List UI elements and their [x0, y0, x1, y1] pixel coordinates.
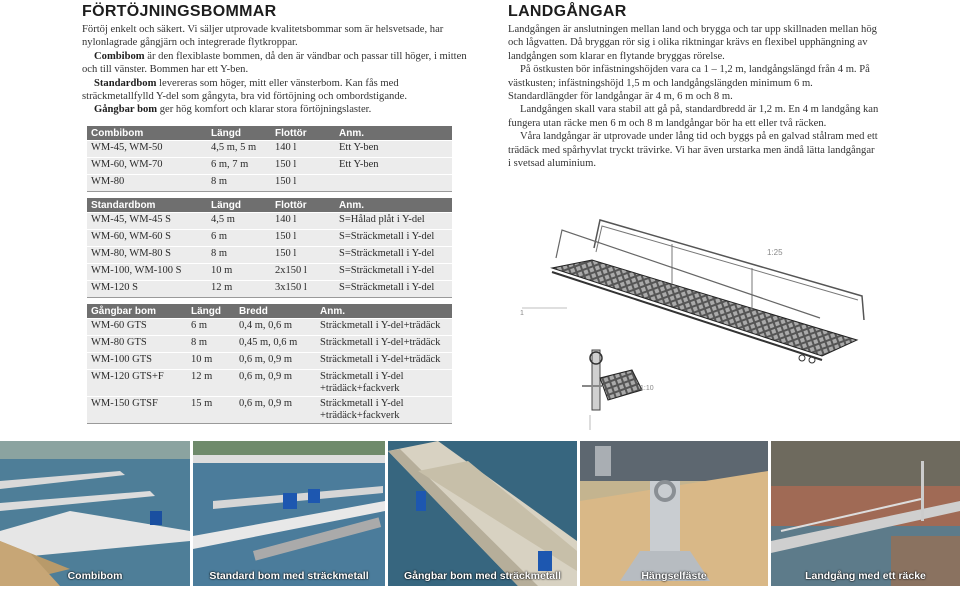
table-cell: Sträckmetall i Y-del+trädäck	[316, 319, 452, 336]
landgang-technical-drawing	[512, 200, 892, 430]
table-cell: Sträckmetall i Y-del +trädäck+fackverk	[316, 397, 452, 424]
column-header: Flottör	[271, 198, 335, 213]
table-header-row	[87, 198, 452, 213]
table-cell: 6 m	[187, 319, 235, 336]
standardbom-table	[87, 198, 452, 298]
landgang-text	[508, 23, 880, 170]
photo-caption: Landgång med ett räcke	[805, 570, 926, 582]
column-header: Combibom	[87, 126, 207, 141]
photo-hangselfaste-image	[580, 441, 768, 586]
table-cell: WM-120 S	[87, 281, 207, 298]
table-cell: 140 l	[271, 141, 335, 158]
column-header: Längd	[207, 126, 271, 141]
table-cell: 0,4 m, 0,6 m	[235, 319, 316, 336]
hinge-detail	[582, 350, 642, 430]
photo-gangbar-bom	[388, 441, 577, 586]
table-row	[87, 158, 452, 175]
column-header: Bredd	[235, 304, 316, 319]
table-cell: WM-45, WM-45 S	[87, 213, 207, 230]
column-header: Längd	[187, 304, 235, 319]
landgang-paragraph-3: Landgången skall vara stabil att gå på, standardbredd är 1,2 m. En 4 m landgång kan fungera utan räcke men 6 m och 8 m landgångar bör ha ett eller två räcken.	[508, 104, 879, 129]
table-cell: 150 l	[271, 175, 335, 192]
detail-marker: 1	[520, 310, 524, 317]
table-cell: S=Sträckmetall i Y-del	[335, 230, 452, 247]
table-row	[87, 281, 452, 298]
photo-gangbar-bom-image	[388, 441, 577, 586]
table-cell: 8 m	[207, 247, 271, 264]
standardbom-label: Standardbom	[94, 77, 157, 89]
combibom-paragraph	[82, 50, 467, 77]
table-header-row	[87, 126, 452, 141]
table-cell: 12 m	[187, 370, 235, 397]
table-cell	[335, 175, 452, 192]
table-cell: 6 m	[207, 230, 271, 247]
combibom-description: är den flexiblaste bommen, då den är vändbar och passar till höger, i mitten och till vänster. Bommen har ett Y-ben.	[82, 50, 467, 76]
table-row	[87, 319, 452, 336]
standardbom-description: levereras som höger, mitt eller vänsterbom. Kan fås med sträckmetallfylld Y-del som gångyta, bra vid förtöjning och ombordstigande.	[82, 77, 407, 103]
table-cell: WM-120 GTS+F	[87, 370, 187, 397]
scale-label-detail: 1:10	[640, 385, 654, 392]
table-cell: Ett Y-ben	[335, 141, 452, 158]
column-header: Anm.	[316, 304, 452, 319]
column-header: Flottör	[271, 126, 335, 141]
intro-paragraph: Förtöj enkelt och säkert. Vi säljer utprovade kvalitetsbommar som är helsvetsade, har nylonlagrade gångjärn och integrerade flytkroppar.	[82, 24, 444, 49]
column-header: Standardbom	[87, 198, 207, 213]
table-cell: 8 m	[187, 336, 235, 353]
table-cell: 0,6 m, 0,9 m	[235, 370, 316, 397]
landgang-paragraph-1: Landgången är anslutningen mellan land och brygga och tar upp skillnaden mellan hög och lågvatten. Då bryggan rör sig i olika riktningar krävs en flexibel upphängning av landgången som klarar en flytande bryggas rörelse.	[508, 24, 877, 62]
table-cell: 6 m, 7 m	[207, 158, 271, 175]
landgang-paragraph-2: På östkusten bör infästningshöjden vara ca 1 – 1,2 m, landgångslängd från 4 m. På västkusten; infästningshöjd 1,5 m och landgångslängden minimum 6 m. Standardlängder för landgångar är 4 m, 6 m och 8 m.	[508, 64, 870, 103]
table-cell: WM-100 GTS	[87, 353, 187, 370]
photo-caption: Standard bom med sträckmetall	[209, 570, 369, 582]
column-header: Längd	[207, 198, 271, 213]
table-cell: WM-80	[87, 175, 207, 192]
section-title-landgangar: LANDGÅNGAR	[508, 3, 627, 20]
table-cell: WM-80 GTS	[87, 336, 187, 353]
gangbar-bom-table	[87, 304, 452, 424]
table-cell: 0,6 m, 0,9 m	[235, 397, 316, 424]
table-row	[87, 175, 452, 192]
table-cell: WM-45, WM-50	[87, 141, 207, 158]
table-cell: 0,45 m, 0,6 m	[235, 336, 316, 353]
column-header: Anm.	[335, 198, 452, 213]
table-cell: S=Hålad plåt i Y-del	[335, 213, 452, 230]
table-cell: WM-60, WM-60 S	[87, 230, 207, 247]
photo-combibom-image	[0, 441, 190, 586]
combibom-label: Combibom	[94, 50, 145, 62]
fortojning-text	[82, 23, 467, 117]
photo-combibom	[0, 441, 190, 586]
table-header-row	[87, 304, 452, 319]
gangbar-paragraph	[82, 103, 467, 116]
table-cell: 4,5 m, 5 m	[207, 141, 271, 158]
table-cell: 12 m	[207, 281, 271, 298]
table-cell: Ett Y-ben	[335, 158, 452, 175]
table-cell: 8 m	[207, 175, 271, 192]
combibom-table	[87, 126, 452, 192]
photo-caption: Combibom	[67, 570, 123, 582]
photo-hangselfaste	[580, 441, 768, 586]
table-cell: 15 m	[187, 397, 235, 424]
table-row	[87, 370, 452, 397]
photo-caption: Hängselfäste	[641, 570, 707, 582]
gangbar-label: Gångbar bom	[94, 104, 158, 116]
table-cell: WM-60, WM-70	[87, 158, 207, 175]
landgang-paragraph-4: Våra landgångar är utprovade under lång tid och byggs på en galvad stålram med ett trädäck med spårhyvlat tryckt trävirke. Vi har även urstarka men ändå lätta landgångar i svetsad aluminium.	[508, 131, 878, 170]
gangway-drawing-svg	[512, 200, 892, 430]
table-cell: 0,6 m, 0,9 m	[235, 353, 316, 370]
table-cell: S=Sträckmetall i Y-del	[335, 281, 452, 298]
photo-standard-bom-image	[193, 441, 385, 586]
table-cell: 4,5 m	[207, 213, 271, 230]
table-cell: 140 l	[271, 213, 335, 230]
photo-landgang-image	[771, 441, 960, 586]
table-cell: 2x150 l	[271, 264, 335, 281]
table-cell: Sträckmetall i Y-del +trädäck+fackverk	[316, 370, 452, 397]
scale-label-main: 1:25	[767, 248, 783, 257]
column-header: Gångbar bom	[87, 304, 187, 319]
table-row	[87, 213, 452, 230]
table-cell: 150 l	[271, 158, 335, 175]
table-row	[87, 141, 452, 158]
table-cell: S=Sträckmetall i Y-del	[335, 264, 452, 281]
table-row	[87, 264, 452, 281]
table-cell: 150 l	[271, 230, 335, 247]
table-cell: 10 m	[187, 353, 235, 370]
table-cell: 3x150 l	[271, 281, 335, 298]
table-row	[87, 336, 452, 353]
standardbom-paragraph	[82, 77, 467, 104]
table-cell: WM-100, WM-100 S	[87, 264, 207, 281]
table-cell: 150 l	[271, 247, 335, 264]
table-row	[87, 353, 452, 370]
table-row	[87, 230, 452, 247]
table-cell: WM-80, WM-80 S	[87, 247, 207, 264]
table-cell: 10 m	[207, 264, 271, 281]
table-row	[87, 247, 452, 264]
table-cell: WM-150 GTSF	[87, 397, 187, 424]
photo-standard-bom	[193, 441, 385, 586]
gangbar-description: ger hög komfort och klarar stora förtöjningslaster.	[157, 104, 372, 116]
photo-landgang	[771, 441, 960, 586]
table-row	[87, 397, 452, 424]
section-title-fortojningsbommar: FÖRTÖJNINGSBOMMAR	[82, 3, 277, 20]
table-cell: Sträckmetall i Y-del+trädäck	[316, 336, 452, 353]
photo-caption: Gångbar bom med sträckmetall	[404, 570, 561, 582]
table-cell: WM-60 GTS	[87, 319, 187, 336]
table-cell: S=Sträckmetall i Y-del	[335, 247, 452, 264]
table-cell: Sträckmetall i Y-del+trädäck	[316, 353, 452, 370]
column-header: Anm.	[335, 126, 452, 141]
